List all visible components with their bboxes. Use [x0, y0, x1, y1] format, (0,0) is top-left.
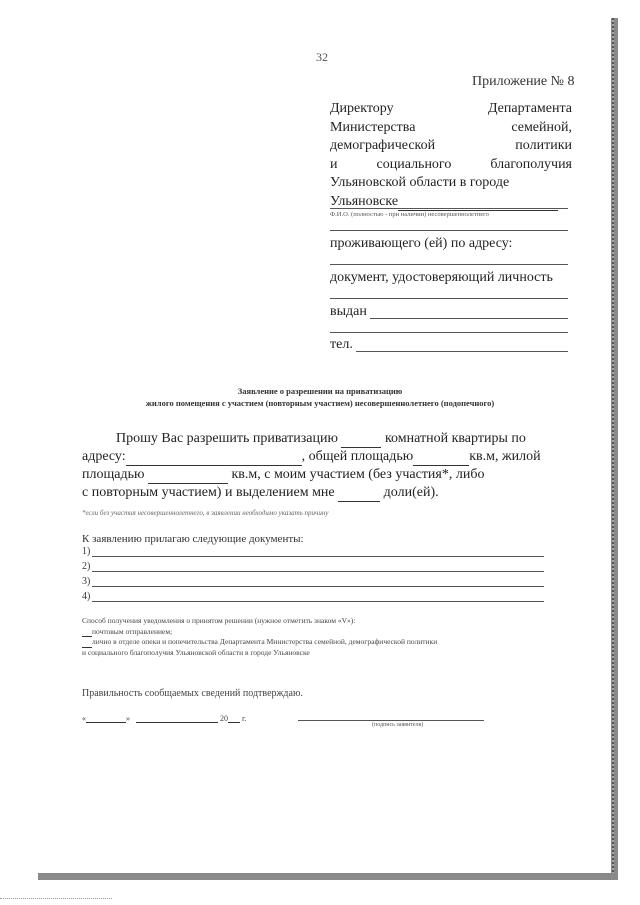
method-option-mail: почтовым отправлением;: [82, 627, 582, 638]
addressee-line: Ульяновской области в городе: [330, 175, 510, 190]
confirmation-text: Правильность сообщаемых сведений подтверждаю.: [82, 688, 303, 699]
receipt-method: [82, 616, 582, 658]
document-line: [92, 546, 544, 557]
document-item: 1): [82, 546, 544, 557]
document-line: [92, 591, 544, 602]
day-blank: [86, 714, 126, 723]
document-item: 3): [82, 576, 544, 587]
total-area-blank: [413, 453, 469, 466]
check-blank: [82, 639, 92, 648]
addressee-line: Министерства семейной,: [330, 119, 572, 135]
share-blank: [338, 489, 380, 502]
method-option-line: и социального благополучия Ульяновской области в городе Ульяновске: [82, 647, 310, 657]
scan-edge-line: [0, 898, 112, 899]
appendix-label: Приложение № 8: [472, 74, 575, 89]
issued-label: выдан: [330, 304, 367, 319]
year-blank: [228, 714, 240, 723]
address-line: [330, 264, 568, 265]
signature-caption: (подпись заявителя): [372, 722, 424, 728]
document-label: документ, удостоверяющий личность: [330, 270, 553, 285]
signature-line: [298, 720, 484, 721]
statement-subtitle: жилого помещения с участием (повторным участием) несовершеннолетнего (подопечного): [145, 398, 495, 408]
addressee-line: Директору Департамента: [330, 101, 572, 116]
rooms-blank: [341, 435, 381, 448]
document-line: [92, 561, 544, 572]
date-field: « » 20 г.: [82, 714, 247, 723]
fio-line: [330, 208, 568, 209]
address-blank: [126, 453, 302, 466]
tel-line: [356, 351, 568, 352]
blank-line: [330, 230, 568, 231]
blank-line: [330, 332, 568, 333]
residing-label: проживающего (ей) по адресу:: [330, 236, 513, 251]
document-line: [330, 298, 568, 299]
issued-line: [370, 318, 568, 319]
addressee-city: Ульяновске: [330, 193, 399, 209]
document-line: [92, 576, 544, 587]
method-heading: Способ получения уведомления о принятом решении (нужное отметить знаком «V»):: [82, 616, 356, 625]
body-line: с повторным участием) и выделением мне доли(ей).: [82, 485, 439, 500]
fio-caption: Ф.И.О. (полностью - при наличии) несовершеннолетнего: [330, 211, 489, 218]
addressee-line: и социального благополучия: [330, 156, 572, 172]
body-line: площадью кв.м, с моим участием (без участия*, либо: [82, 467, 485, 482]
statement-title: Заявление о разрешении на приватизацию: [237, 386, 403, 396]
footnote: *если без участия несовершеннолетнего, в заявлении необходимо указать причину: [82, 509, 329, 517]
body-line: Прошу Вас разрешить приватизацию комнатной квартиры по: [116, 431, 526, 446]
month-blank: [136, 714, 218, 723]
documents-heading: К заявлению прилагаю следующие документы:: [82, 533, 304, 545]
tel-label: тел.: [330, 337, 353, 352]
document-item: 2): [82, 561, 544, 572]
living-area-blank: [148, 471, 228, 484]
page-number: 32: [316, 50, 328, 64]
body-line: адресу: , общей площадью кв.м, жилой: [82, 449, 541, 464]
addressee-block: [330, 100, 572, 211]
method-option-in-person: лично в отделе опеки и попечительства Департамента Министерства семейной, демографической политики: [82, 637, 582, 648]
statement-body: [82, 430, 576, 502]
addressee-line: демографической политики: [330, 138, 572, 153]
document-item: 4): [82, 591, 544, 602]
check-blank: [82, 628, 92, 637]
